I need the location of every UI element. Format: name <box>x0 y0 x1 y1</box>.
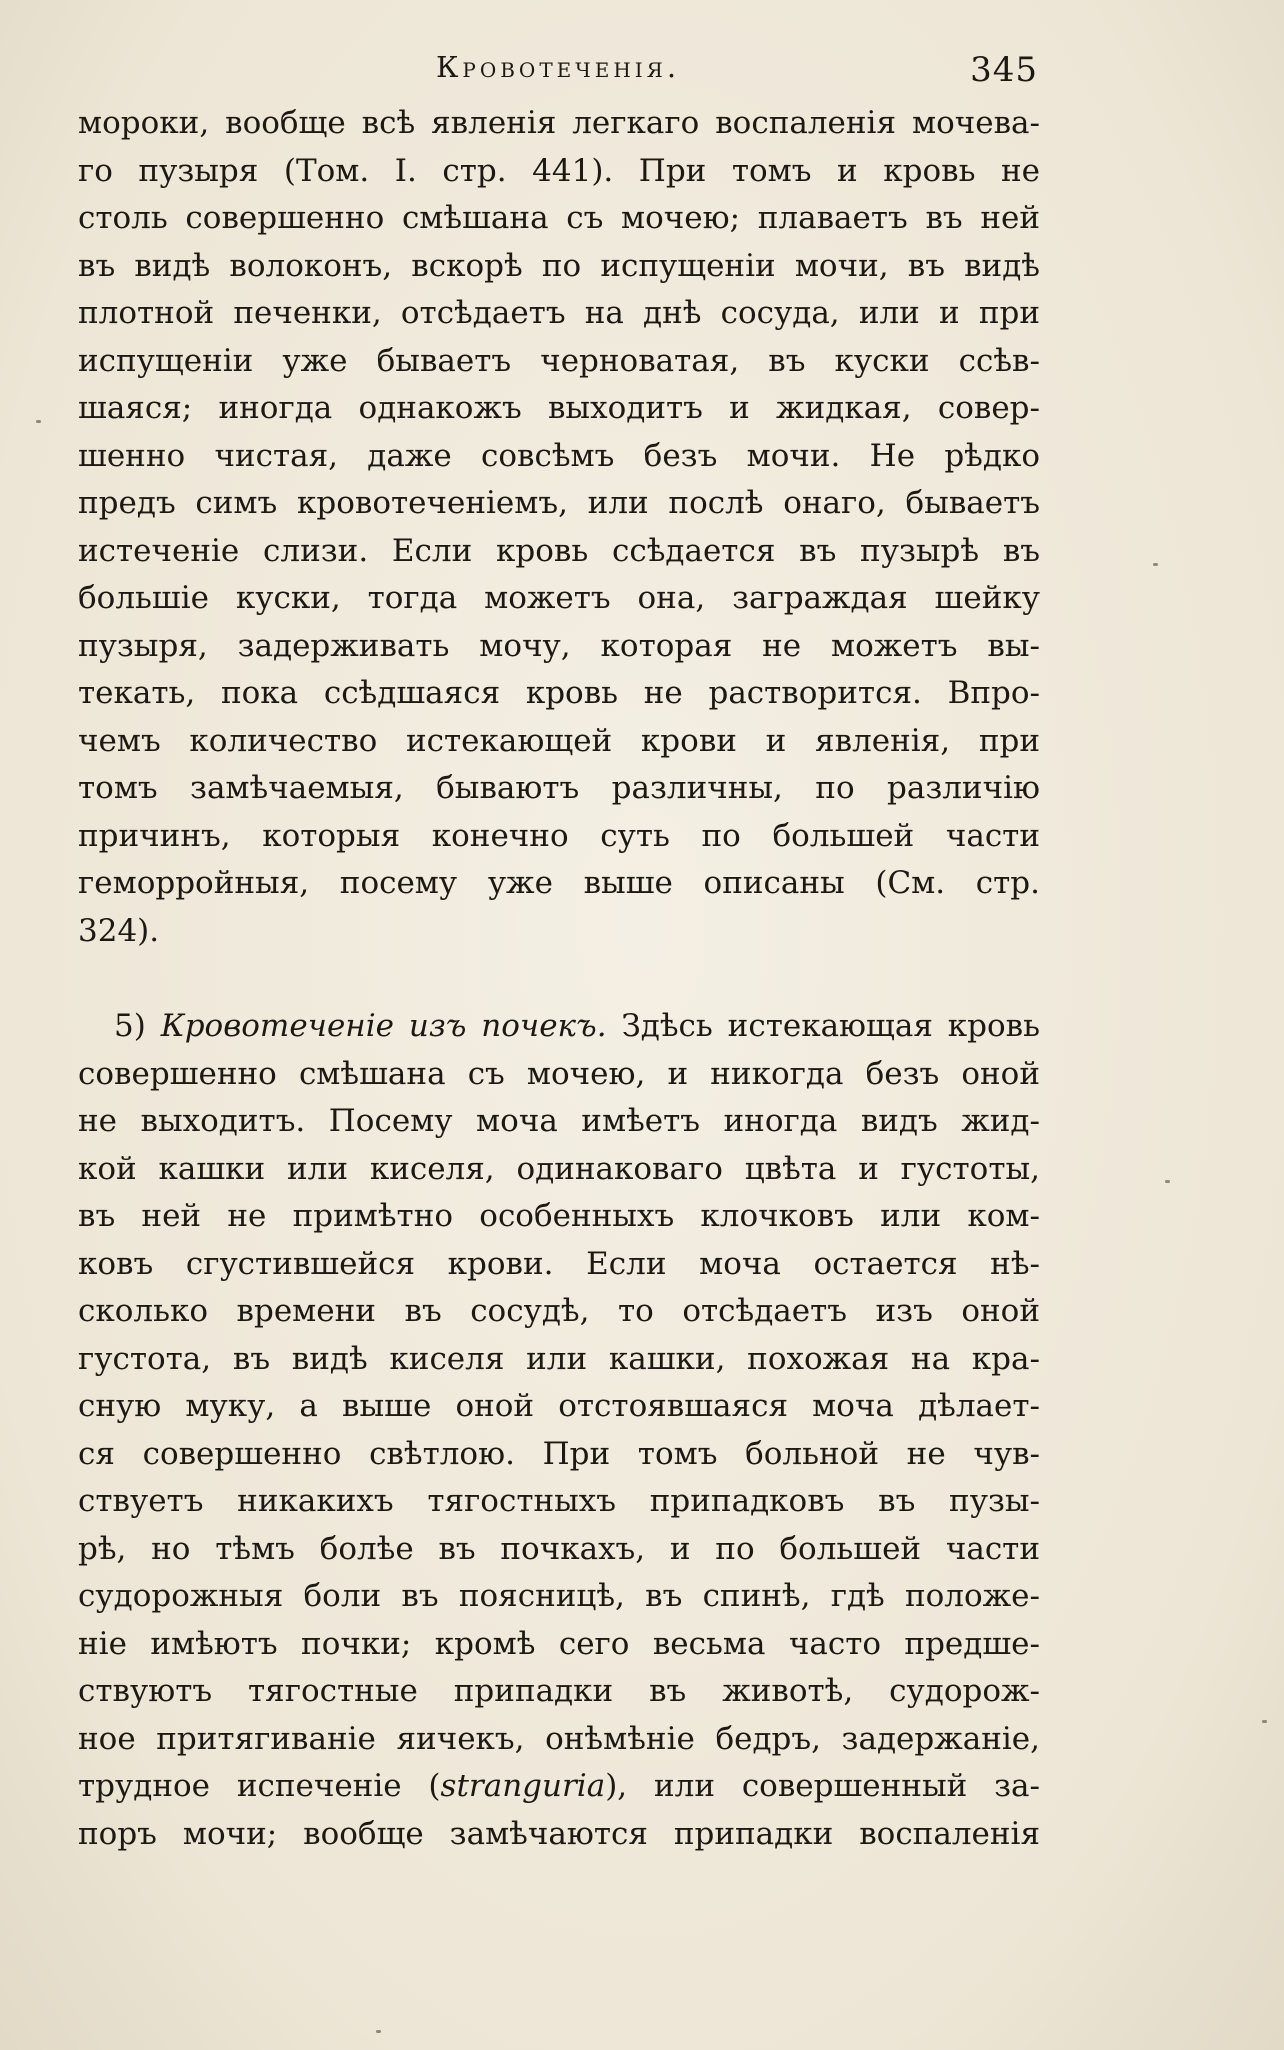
stranguria-term: stranguria <box>440 1768 606 1804</box>
stranguria-before: трудное испеченіе ( <box>78 1768 441 1804</box>
text-line-stranguria <box>78 1763 1040 1811</box>
text-line: томъ замѣчаемыя, бываютъ различны, по различію <box>78 770 1040 806</box>
text-line: кой кашки или киселя, одинаковаго цвѣта и густоты, <box>78 1150 1040 1187</box>
stranguria-after: ), или совершенный за- <box>605 1768 1040 1804</box>
text-line: въ ней не примѣтно особенныхъ клочковъ или ком- <box>78 1198 1040 1234</box>
text-line: шаяся; иногда однакожъ выходитъ и жидкая, совер- <box>78 390 1040 426</box>
text-line: поръ мочи; вообще замѣчаются припадки воспаленія <box>78 1815 1040 1852</box>
text-line: мороки, вообще всѣ явленія легкаго воспаленія мочева- <box>78 105 1040 141</box>
text-line: пузыря, задерживать мочу, которая не можетъ вы- <box>78 627 1040 664</box>
text-line: не выходитъ. Посему моча имѣетъ иногда видъ жид- <box>78 1103 1040 1139</box>
paper-speck <box>1262 1720 1267 1723</box>
text-line: плотной печенки, отсѣдаетъ на днѣ сосуда, или и при <box>78 295 1040 331</box>
running-head <box>78 50 1038 94</box>
text-line: рѣ, но тѣмъ болѣе въ почкахъ, и по большей части <box>78 1530 1040 1567</box>
text-line: ное притягиваніе яичекъ, онѣмѣніе бедръ, задержаніе, <box>78 1720 1040 1757</box>
text-line: причинъ, которыя конечно суть по большей части <box>78 817 1040 854</box>
paragraph-kidney-bleeding <box>78 1003 1040 1858</box>
text-line: совершенно смѣшана съ мочею, и никогда безъ оной <box>78 1055 1040 1092</box>
text-line: ся совершенно свѣтлою. При томъ больной не чув- <box>78 1435 1040 1472</box>
text-line: текать, пока ссѣдшаяся кровь не растворится. Впро- <box>78 675 1040 711</box>
text-line: испущеніи уже бываетъ черноватая, въ куски ссѣв- <box>78 342 1040 379</box>
paper-speck <box>1165 1180 1170 1183</box>
text-line: ствуютъ тягостные припадки въ животѣ, судорож- <box>78 1673 1040 1709</box>
text-line: 324). <box>78 912 160 949</box>
text-line: геморройныя, посему уже выше описаны (См. стр. <box>78 865 1040 901</box>
body-text <box>78 100 1040 1858</box>
section-heading: Кровотеченіе изъ почекъ. <box>160 1008 607 1044</box>
text-line: истеченіе слизи. Если кровь ссѣдается въ пузырѣ въ <box>78 532 1040 569</box>
section-number: 5) <box>114 1008 146 1044</box>
text-line: столь совершенно смѣшана съ мочею; плаваетъ въ ней <box>78 200 1040 236</box>
paper-speck <box>1153 563 1158 566</box>
text-line: густота, въ видѣ киселя или кашки, похожая на кра- <box>78 1340 1040 1377</box>
text-line: въ видѣ волоконъ, вскорѣ по испущеніи мочи, въ видѣ <box>78 247 1040 284</box>
paper-speck <box>376 2030 381 2033</box>
text-line: чемъ количество истекающей крови и явленія, при <box>78 722 1040 759</box>
text-line: судорожныя боли въ поясницѣ, въ спинѣ, гдѣ положе- <box>78 1578 1040 1614</box>
text-line: предъ симъ кровотеченіемъ, или послѣ онаго, бываетъ <box>78 485 1040 521</box>
text-line: ніе имѣютъ почки; кромѣ сего весьма часто предше- <box>78 1625 1040 1662</box>
paragraph-continued <box>78 100 1040 955</box>
text-line: шенно чистая, даже совсѣмъ безъ мочи. Не рѣдко <box>78 437 1040 474</box>
text-line: ствуетъ никакихъ тягостныхъ припадковъ въ пузы- <box>78 1483 1040 1519</box>
text-line: большіе куски, тогда можетъ она, заграждая шейку <box>78 580 1040 616</box>
section-heading-line <box>78 1003 1040 1051</box>
paper-speck <box>36 420 41 423</box>
text-line: ковъ сгустившейся крови. Если моча остается нѣ- <box>78 1245 1040 1282</box>
heading-line-text: Здѣсь истекающая кровь <box>621 1008 1040 1044</box>
text-line: сколько времени въ сосудѣ, то отсѣдаетъ изъ оной <box>78 1293 1040 1329</box>
text-line: го пузыря (Том. I. стр. 441). При томъ и кровь не <box>78 152 1040 189</box>
text-line: сную муку, а выше оной отстоявшаяся моча дѣлает- <box>78 1388 1040 1424</box>
page-number: 345 <box>970 50 1038 90</box>
paragraph-gap <box>78 955 1040 1003</box>
running-title: Кровотеченія. <box>435 50 681 84</box>
